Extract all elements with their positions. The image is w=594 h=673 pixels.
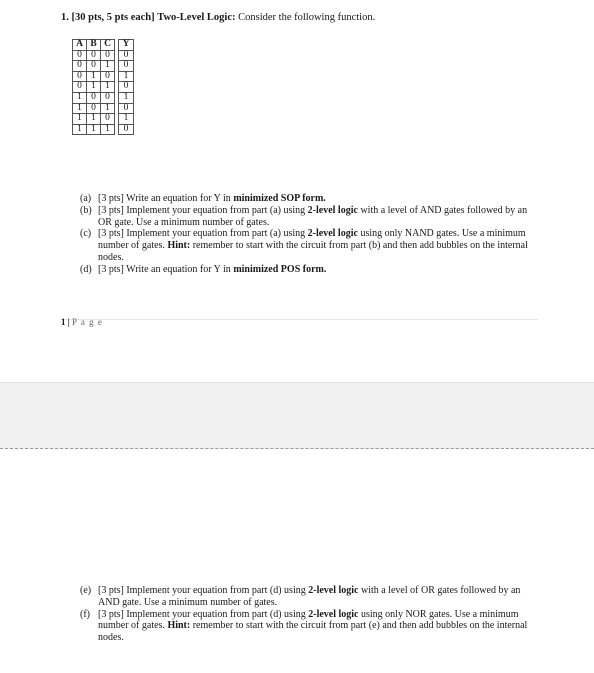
truth-table-cell-c: 1 (101, 61, 115, 72)
question-label: (a) (80, 193, 92, 204)
problem-number: 1. (61, 12, 69, 23)
truth-table-cell-b: 1 (87, 82, 101, 93)
truth-table-cell-c: 1 (101, 103, 115, 114)
problem-heading (61, 12, 375, 23)
truth-table-cell-y: 0 (119, 103, 134, 114)
truth-table-cell-y: 0 (119, 82, 134, 93)
question-e (80, 585, 540, 609)
question-text: using only NOR gates. Use a minimum number of gates. (98, 608, 519, 632)
problem-topic: Two-Level Logic: (157, 12, 236, 23)
question-label: (b) (80, 204, 92, 216)
truth-table-cell-b: 1 (87, 114, 101, 125)
truth-table-row (73, 124, 134, 135)
truth-table-row (73, 71, 134, 82)
question-text: [3 pts] Implement your equation from part (d) using (98, 608, 309, 620)
truth-table-cell-b: 0 (87, 50, 101, 61)
truth-table-cell-c: 0 (101, 114, 115, 125)
truth-table-cell-c: 1 (101, 82, 115, 93)
page-break-line (0, 448, 594, 449)
truth-table-cell-a: 1 (73, 124, 87, 135)
truth-table-cell-b: 0 (87, 61, 101, 72)
truth-table-cell-a: 1 (73, 114, 87, 125)
truth-table-cell-a: 0 (73, 61, 87, 72)
question-emphasis: 2-level logic (307, 228, 358, 240)
question-c (80, 228, 540, 263)
truth-table-row (73, 50, 134, 61)
question-b (80, 205, 540, 229)
page-footer (61, 317, 103, 327)
problem-points: [30 pts, 5 pts each] (71, 12, 155, 23)
question-text: [3 pts] Implement your equation from part (d) using (98, 585, 309, 596)
truth-table-cell-a: 0 (73, 71, 87, 82)
question-emphasis: minimized POS form. (233, 263, 327, 275)
header-c: C (101, 40, 115, 51)
truth-table-cell-y: 0 (119, 124, 134, 135)
truth-table-header-row (73, 40, 134, 51)
question-emphasis: Hint: (167, 620, 191, 632)
question-text: with a level of AND gates followed by an OR gate. Use a minimum number of gates. (98, 204, 528, 228)
truth-table-cell-b: 0 (87, 103, 101, 114)
question-text: [3 pts] Implement your equation from part (a) using (98, 228, 308, 240)
truth-table-cell-a: 0 (73, 50, 87, 61)
question-text: with a level of OR gates followed by an AND gate. Use a minimum number of gates. (98, 585, 521, 608)
question-text: remember to start with the circuit from part (b) and then add bubbles on the internal nodes. (98, 240, 528, 263)
truth-table-cell-b: 1 (87, 71, 101, 82)
question-emphasis: 2-level logic (307, 204, 358, 216)
question-emphasis: Hint: (167, 240, 191, 252)
truth-table-cell-b: 0 (87, 92, 101, 103)
question-text: using only NAND gates. Use a minimum number of gates. (98, 228, 526, 252)
truth-table-cell-y: 1 (119, 92, 134, 103)
footer-divider (60, 319, 538, 320)
question-label: (c) (80, 228, 92, 240)
header-a: A (73, 40, 87, 51)
question-emphasis: 2-level logic (308, 608, 359, 620)
truth-table-cell-b: 1 (87, 124, 101, 135)
question-emphasis: 2-level logic (308, 585, 359, 596)
questions-list-page2 (80, 585, 540, 644)
truth-table-body (73, 50, 134, 135)
question-text: [3 pts] Implement your equation from part (a) using (98, 204, 308, 216)
truth-table-row (73, 114, 134, 125)
question-emphasis: minimized SOP form. (233, 193, 326, 204)
truth-table-cell-y: 1 (119, 114, 134, 125)
truth-table (72, 39, 134, 135)
truth-table-cell-c: 0 (101, 71, 115, 82)
question-text: [3 pts] Write an equation for Y in (98, 263, 234, 275)
question-text: [3 pts] Write an equation for Y in (98, 193, 234, 204)
question-f (80, 609, 540, 644)
truth-table-cell-y: 0 (119, 61, 134, 72)
question-d (80, 264, 540, 276)
truth-table-cell-a: 0 (73, 82, 87, 93)
question-label: (f) (80, 608, 90, 620)
question-label: (e) (80, 585, 92, 596)
questions-list-page1 (80, 193, 540, 276)
truth-table-cell-a: 1 (73, 103, 87, 114)
truth-table-cell-c: 0 (101, 92, 115, 103)
truth-table-row (73, 103, 134, 114)
truth-table-cell-c: 0 (101, 50, 115, 61)
truth-table-cell-y: 1 (119, 71, 134, 82)
truth-table-cell-c: 1 (101, 124, 115, 135)
truth-table-row (73, 61, 134, 72)
question-a (80, 193, 540, 205)
question-text: remember to start with the circuit from part (e) and then add bubbles on the internal nodes. (98, 620, 528, 644)
truth-table-row (73, 92, 134, 103)
page-word: P a g e (71, 317, 103, 327)
question-label: (d) (80, 263, 92, 275)
header-y: Y (119, 40, 134, 51)
header-b: B (87, 40, 101, 51)
problem-prompt: Consider the following function. (238, 12, 376, 23)
truth-table-cell-y: 0 (119, 50, 134, 61)
truth-table-cell-a: 1 (73, 92, 87, 103)
page-separator: | (65, 317, 72, 327)
page-gap (0, 382, 594, 449)
truth-table-row (73, 82, 134, 93)
page-number: 1 (61, 317, 66, 327)
